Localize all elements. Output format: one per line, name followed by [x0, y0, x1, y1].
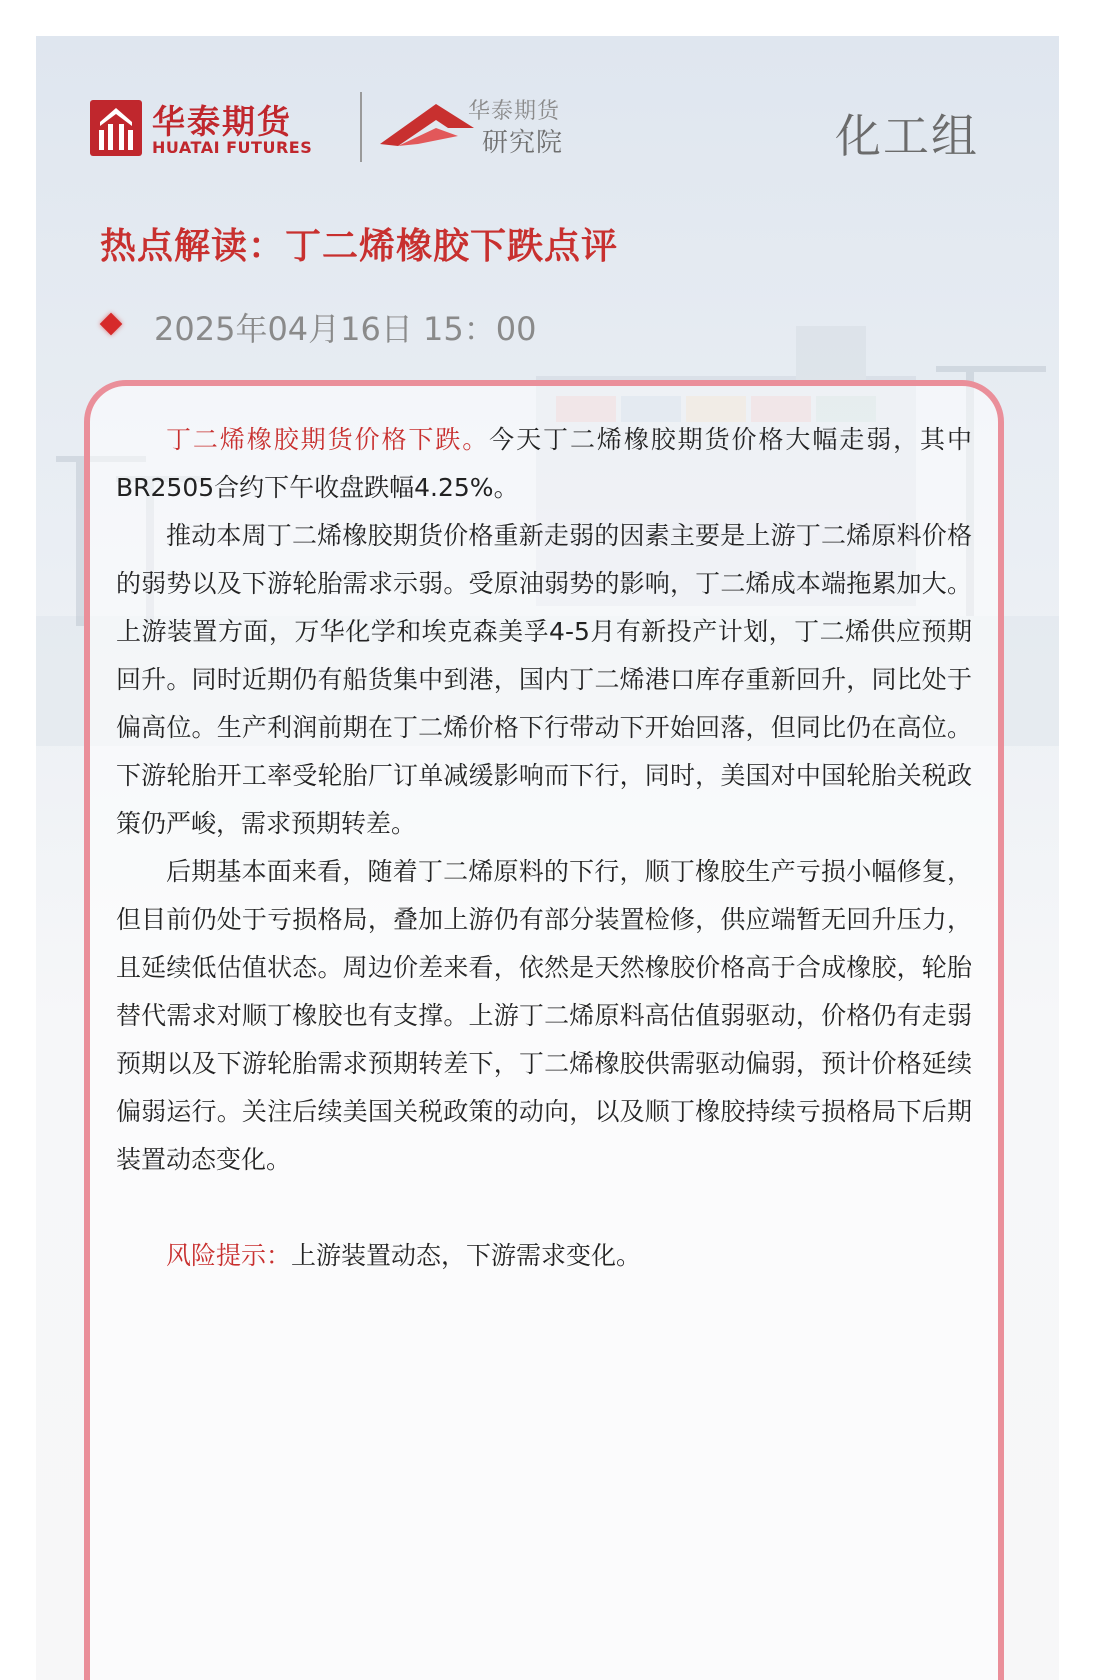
paragraph-1-text: 今天丁二烯橡胶期货价格大幅走弱，其中BR2505合约下午收盘跌幅4.25%。: [116, 425, 972, 502]
huatai-logo-icon: [90, 100, 142, 156]
publish-date: 2025年04月16日 15：00: [154, 310, 537, 348]
risk-warning: [116, 1232, 972, 1280]
risk-label: 风险提示：: [166, 1241, 292, 1270]
institute-name-line2: 研究院: [482, 128, 564, 158]
research-group-label: 化工组: [835, 109, 979, 163]
research-institute-logo-icon: [378, 98, 476, 156]
company-name-cn: 华泰期货: [152, 102, 292, 141]
report-poster: [36, 36, 1059, 1680]
lead-highlight: 丁二烯橡胶期货价格下跌。: [166, 425, 490, 454]
company-name-en: HUATAI FUTURES: [152, 138, 313, 157]
risk-text: 上游装置动态，下游需求变化。: [291, 1241, 642, 1270]
logo-divider: [360, 92, 362, 162]
article-paragraph-3: 后期基本面来看，随着丁二烯原料的下行，顺丁橡胶生产亏损小幅修复，但目前仍处于亏损格局，叠加上游仍有部分装置检修，供应端暂无回升压力，且延续低估值状态。周边价差来看，依然是天然橡胶价格高于合成橡胶，轮胎替代需求对顺丁橡胶也有支撑。上游丁二烯原料高估值弱驱动，价格仍有走弱预期以及下游轮胎需求预期转差下，丁二烯橡胶供需驱动偏弱，预计价格延续偏弱运行。关注后续美国关税政策的动向，以及顺丁橡胶持续亏损格局下后期装置动态变化。: [116, 857, 972, 1174]
report-headline: 热点解读：丁二烯橡胶下跌点评: [100, 226, 619, 267]
institute-name-line1: 华泰期货: [468, 99, 561, 124]
article-body: [116, 416, 972, 1280]
article-paragraph-1: [116, 416, 972, 512]
article-paragraph-2: 推动本周丁二烯橡胶期货价格重新走弱的因素主要是上游丁二烯原料价格的弱势以及下游轮胎需求示弱。受原油弱势的影响，丁二烯成本端拖累加大。上游装置方面，万华化学和埃克森美孚4-5月有新投产计划，丁二烯供应预期回升。同时近期仍有船货集中到港，国内丁二烯港口库存重新回升，同比处于偏高位。生产利润前期在丁二烯价格下行带动下开始回落，但同比仍在高位。下游轮胎开工率受轮胎厂订单减缓影响而下行，同时，美国对中国轮胎关税政策仍严峻，需求预期转差。: [116, 521, 972, 838]
